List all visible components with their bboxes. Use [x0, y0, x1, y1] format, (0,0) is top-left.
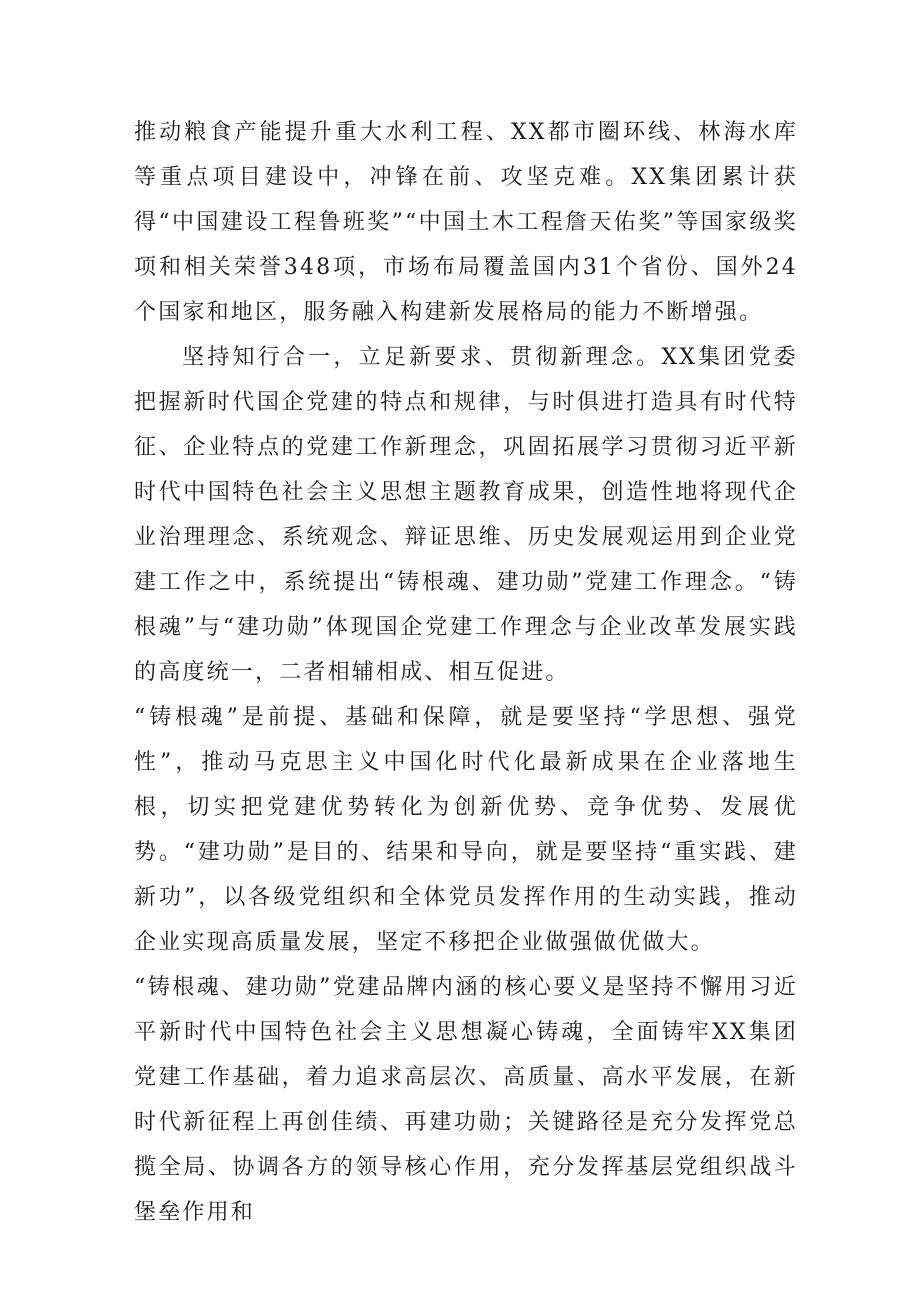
paragraph-4: “铸根魂、建功勋”党建品牌内涵的核心要义是坚持不懈用习近平新时代中国特色社会主义思想凝心铸魂，全面铸牢XX集团党建工作基础，着力追求高层次、高质量、高水平发展，在新时代新征程上再创佳绩、再建功勋；关键路径是充分发挥党总揽全局、协调各方的领导核心作用，充分发挥基层党组织战斗堡垒作用和: [134, 975, 798, 1225]
paragraph-3: “铸根魂”是前提、基础和保障，就是要坚持“学思想、强党性”，推动马克思主义中国化时代化最新成果在企业落地生根，切实把党建优势转化为创新优势、竞争优势、发展优势。“建功勋”是目的、结果和导向，就是要坚持“重实践、建新功”，以各级党组织和全体党员发挥作用的生动实践，推动企业实现高质量发展，坚定不移把企业做强做优做大。: [134, 705, 798, 955]
paragraph-1: 推动粮食产能提升重大水利工程、XX都市圈环线、林海水库等重点项目建设中，冲锋在前、攻坚克难。XX集团累计获得“中国建设工程鲁班奖”“中国土木工程詹天佑奖”等国家级奖项和相关荣誉348项，市场布局覆盖国内31个省份、国外24个国家和地区，服务融入构建新发展格局的能力不断增强。: [134, 120, 798, 325]
paragraph-2: 坚持知行合一，立足新要求、贯彻新理念。XX集团党委把握新时代国企党建的特点和规律，与时俱进打造具有时代特征、企业特点的党建工作新理念，巩固拓展学习贯彻习近平新时代中国特色社会主义思想主题教育成果，创造性地将现代企业治理理念、系统观念、辩证思维、历史发展观运用到企业党建工作之中，系统提出“铸根魂、建功勋”党建工作理念。“铸根魂”与“建功勋”体现国企党建工作理念与企业改革发展实践的高度统一，二者相辅相成、相互促进。: [134, 345, 798, 685]
document-body: [134, 110, 798, 1235]
